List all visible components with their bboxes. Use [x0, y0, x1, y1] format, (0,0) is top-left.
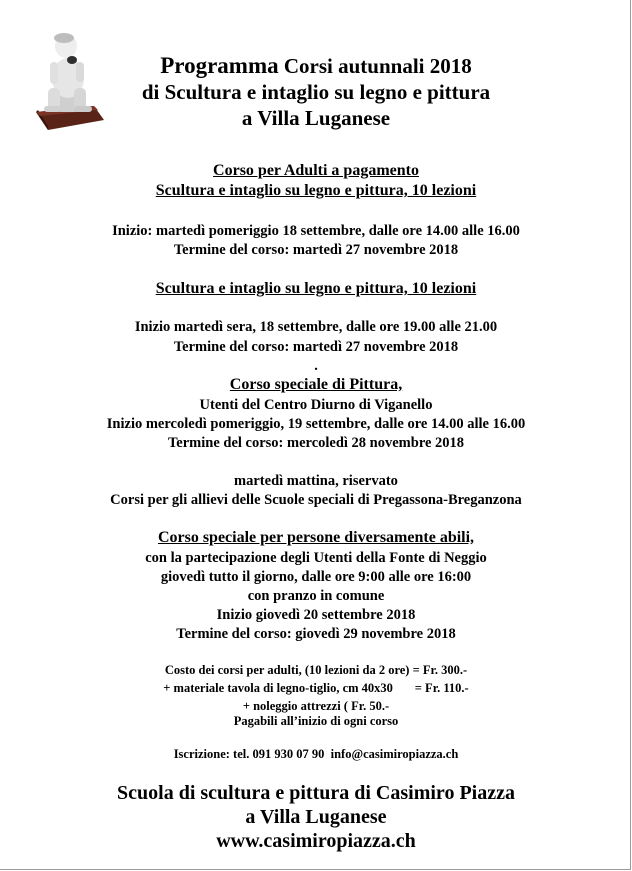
page-title: [0, 53, 632, 79]
title-line2: di Scultura e intaglio su legno e pittura: [141, 80, 491, 104]
evening-course-start: Inizio martedì sera, 18 settembre, dalle ore 19.00 alle 21.00: [134, 319, 498, 335]
schools-line2: Corsi per gli allievi delle Scuole speciali di Pregassona-Breganzona: [110, 492, 522, 508]
special-course-line4: Inizio giovedì 20 settembre 2018: [216, 607, 416, 623]
adults-course-subheading: Scultura e intaglio su legno e pittura, 10 lezioni: [155, 182, 477, 199]
adults-course-heading: Corso per Adulti a pagamento: [213, 162, 419, 179]
evening-course-heading: Scultura e intaglio su legno e pittura, 10 lezioni: [155, 280, 477, 297]
school-website[interactable]: www.casimiropiazza.ch: [216, 830, 416, 852]
schools-line1: martedì mattina, riservato: [234, 473, 398, 489]
title-line1: Corsi autunnali 2018: [283, 54, 472, 78]
special-course-line3: con pranzo in comune: [247, 588, 385, 604]
cost-line4: Pagabili all’inizio di ogni corso: [233, 714, 399, 728]
title-line3: a Villa Luganese: [241, 106, 391, 130]
school-name: Scuola di scultura e pittura di Casimiro Piazza: [117, 782, 515, 804]
evening-course-end: Termine del corso: martedì 27 novembre 2018: [173, 339, 459, 355]
registration-info: Iscrizione: tel. 091 930 07 90 info@casimiropiazza.ch: [173, 747, 459, 761]
painting-course-line3: Termine del corso: mercoledì 28 novembre 2018: [167, 435, 465, 451]
special-course-line2: giovedì tutto il giorno, dalle ore 9:00 alle ore 16:00: [160, 569, 472, 585]
title-word: Programma: [160, 53, 279, 78]
painting-course-line2: Inizio mercoledì pomeriggio, 19 settembre, dalle ore 14.00 alle 16.00: [106, 416, 526, 432]
cost-line3: + noleggio attrezzi ( Fr. 50.-: [242, 699, 390, 713]
school-place: a Villa Luganese: [245, 806, 387, 828]
special-course-heading: Corso speciale per persone diversamente abili,: [157, 529, 475, 546]
painting-course-line1: Utenti del Centro Diurno di Viganello: [199, 397, 433, 413]
cost-line2: + materiale tavola di legno-tiglio, cm 40x30 = Fr. 110.-: [163, 681, 469, 695]
painting-course-heading: Corso speciale di Pittura,: [229, 376, 403, 393]
separator-dot: .: [314, 358, 318, 374]
special-course-line5: Termine del corso: giovedì 29 novembre 2018: [176, 626, 456, 642]
adults-course-end: Termine del corso: martedì 27 novembre 2018: [173, 242, 459, 258]
cost-line1: Costo dei corsi per adulti, (10 lezioni da 2 ore) = Fr. 300.-: [164, 663, 468, 677]
adults-course-start: Inizio: martedì pomeriggio 18 settembre, dalle ore 14.00 alle 16.00: [112, 223, 520, 239]
special-course-line1: con la partecipazione degli Utenti della Fonte di Neggio: [145, 550, 487, 566]
